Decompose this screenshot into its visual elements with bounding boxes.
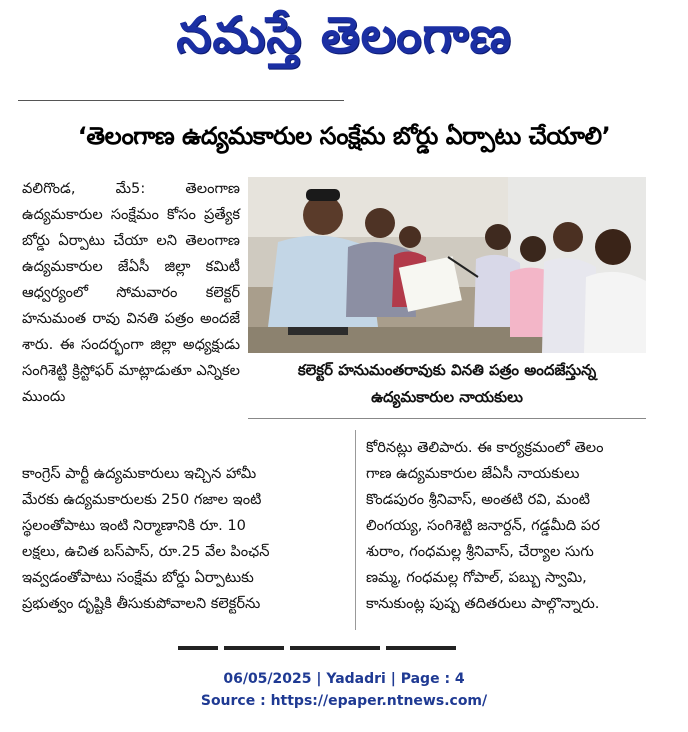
- page-footer: [0, 668, 688, 712]
- article-line: లింగయ్య, సంగిశెట్టి జనార్దన్, గడ్డమీది పర: [366, 517, 600, 534]
- photo-caption: [248, 357, 646, 411]
- article-line: కోరినట్లు తెలిపారు. ఈ కార్యక్రమంలో తెలం: [366, 439, 604, 456]
- top-divider: [18, 100, 344, 101]
- article-headline: ‘తెలంగాణ ఉద్యమకారుల సంక్షేమ బోర్డు ఏర్పాటు చేయాలి’: [77, 122, 611, 150]
- caption-divider: [248, 418, 646, 419]
- column-divider: [355, 430, 356, 630]
- news-photo: [248, 177, 646, 353]
- article-dateline: వలిగొండ, మే5:: [22, 180, 146, 197]
- article-line: కొండపురం శ్రీనివాస్, అంతటి రవి, మంటి: [366, 491, 591, 508]
- photo-caption-line-2: ఉద్యమకారుల నాయకులు: [371, 388, 523, 406]
- article-line: ఇవ్వడంతోపాటు సంక్షేమ బోర్డు ఏర్పాటుకు: [22, 569, 254, 586]
- article-line: కానుకుంట్ల పుష్ప తదితరులు పాల్గొన్నారు.: [366, 595, 600, 612]
- article-left-text: తెలంగాణ ఉద్యమకారుల సంక్షేమం కోసం ప్రత్యేక బోర్డు ఏర్పాటు చేయా లని తెలంగాణ ఉద్యమకారుల జేఏసీ జిల్లా కమిటీ ఆధ్వర్యంలో సోమవారం కలెక్టర్ హనుమంత రావు వినతి పత్రం అందజే శారు. ఈ సందర్భంగా జిల్లా అధ్యక్షుడు సంగిశెట్టి క్రిస్టోఫర్ మాట్లాడుతూ ఎన్నికల ముందు: [22, 180, 240, 405]
- article-line: శురాం, గంధమల్ల శ్రీనివాస్, చేర్యాల సుగు: [366, 543, 594, 560]
- article-body-continued: [22, 461, 350, 617]
- photo-illustration: [248, 177, 646, 353]
- edition-info: 06/05/2025 | Yadadri | Page : 4: [223, 671, 465, 687]
- cropped-next-headline: [178, 642, 498, 654]
- source-link[interactable]: Source : https://epaper.ntnews.com/: [200, 693, 488, 709]
- article-line: లక్షలు, ఉచిత బస్‌పాస్, రూ.25 వేల పింఛన్: [22, 543, 270, 560]
- article-line: గాణ ఉద్యమకారుల జేఏసీ నాయకులు: [366, 465, 580, 482]
- masthead: [0, 0, 688, 88]
- article-line: స్థలంతోపాటు ఇంటి నిర్మాణానికి రూ. 10: [22, 517, 246, 534]
- masthead-logo: నమస్తే తెలంగాణ: [176, 6, 512, 64]
- article-line: కాంగ్రెస్ పార్టీ ఉద్యమకారులు ఇచ్చిన హామీ: [22, 465, 257, 482]
- article-left-column: [22, 176, 240, 410]
- article-line: ణమ్మ, గంధమల్ల గోపాల్, పబ్బు స్వామి,: [366, 569, 587, 586]
- article-body-left: [22, 176, 240, 410]
- article-line: ప్రభుత్వం దృష్టికి తీసుకుపోవాలని కలెక్టర్‌ను: [22, 595, 261, 612]
- article-line: మేరకు ఉద్యమకారులకు 250 గజాల ఇంటి: [22, 491, 262, 508]
- article-right-column: [366, 435, 642, 617]
- photo-caption-line-1: కలెక్టర్ హనుమంతరావుకు వినతి పత్రం అందజేస్తున్న: [297, 361, 597, 379]
